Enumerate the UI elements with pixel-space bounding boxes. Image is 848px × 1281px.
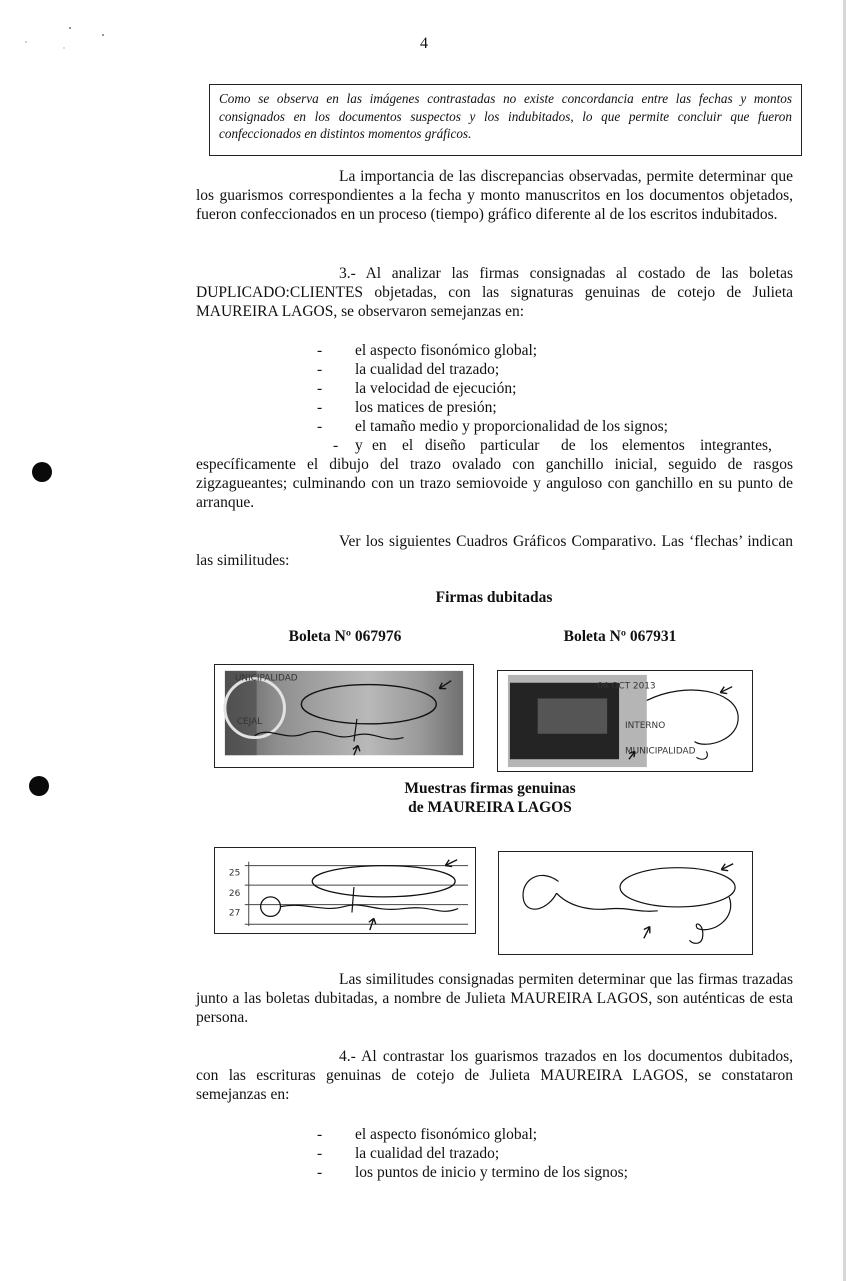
svg-text:26: 26 [228, 888, 241, 899]
svg-text:27: 27 [228, 908, 241, 919]
genuine-samples-heading-line2: de MAUREIRA LAGOS [408, 799, 572, 816]
svg-text:UNICIPALIDAD: UNICIPALIDAD [234, 673, 298, 684]
conclusion-note-box: Como se observa en las imágenes contrastadas no existe concordancia entre las fechas y montos consignados en los documentos suspectos y los indubitados, lo que permite concluir que fueron confeccionados en distintos momentos gráficos. [209, 84, 802, 156]
disputed-signature-image-left [214, 664, 474, 768]
scan-edge-shadow [843, 0, 846, 1281]
list-item-last: - y en el diseño particular de los elementos integrantes, [333, 437, 772, 454]
paragraph-cuadros-graficos: Ver los siguientes Cuadros Gráficos Comparativo. Las ‘flechas’ indican las similitudes: [196, 533, 793, 569]
paragraph-guarismos: 4.- Al contrastar los guarismos trazados en los documentos dubitados, con las escrituras genuinas de cotejo de Julieta MAUREIRA LAGOS, se constataron semejanzas en: [196, 1048, 793, 1103]
svg-text:MUNICIPALIDAD: MUNICIPALIDAD [625, 746, 696, 757]
page-number: 4 [420, 35, 428, 52]
scan-specks [20, 20, 120, 60]
svg-text:04 OCT 2013: 04 OCT 2013 [597, 681, 656, 692]
firmas-dubitadas-heading: Firmas dubitadas [435, 589, 553, 606]
boleta-left-label: Boleta Nº 067976 [288, 628, 402, 645]
disputed-signature-image-right [497, 670, 753, 772]
paragraph-analisis-firmas: 3.- Al analizar las firmas consignadas al costado de las boletas DUPLICADO:CLIENTES objetadas, con las signaturas genuinas de cotejo de Julieta MAUREIRA LAGOS, se observaron semejanzas en: [196, 265, 793, 320]
paragraph-similitudes: Las similitudes consignadas permiten determinar que las firmas trazadas junto a las boletas dubitadas, a nombre de Julieta MAUREIRA LAGOS, son auténticas de esta persona. [196, 971, 793, 1026]
svg-text:INTERNO: INTERNO [625, 720, 666, 731]
paragraph-discrepancias: La importancia de las discrepancias observadas, permite determinar que los guarismos correspondientes a la fecha y monto manuscritos en los documentos objetados, fueron confeccionados en un proceso (tiempo) gráfico diferente al de los escritos indubitados. [196, 168, 793, 223]
svg-text:25: 25 [228, 868, 241, 879]
binder-hole-mark [29, 776, 49, 796]
binder-hole-mark [32, 462, 52, 482]
boleta-right-label: Boleta Nº 067931 [563, 628, 677, 645]
genuine-signature-image-right [498, 851, 753, 955]
genuine-samples-heading-line1: Muestras firmas genuinas [404, 780, 576, 797]
paragraph-trazo-detalle: específicamente el dibujo del trazo ovalado con ganchillo inicial, seguido de rasgos zigzagueantes; culminando con un trazo semiovoide y anguloso con ganchillo en su punto de arranque. [196, 456, 793, 511]
svg-text:CEJAL: CEJAL [236, 716, 263, 727]
genuine-signature-image-left [214, 847, 476, 934]
